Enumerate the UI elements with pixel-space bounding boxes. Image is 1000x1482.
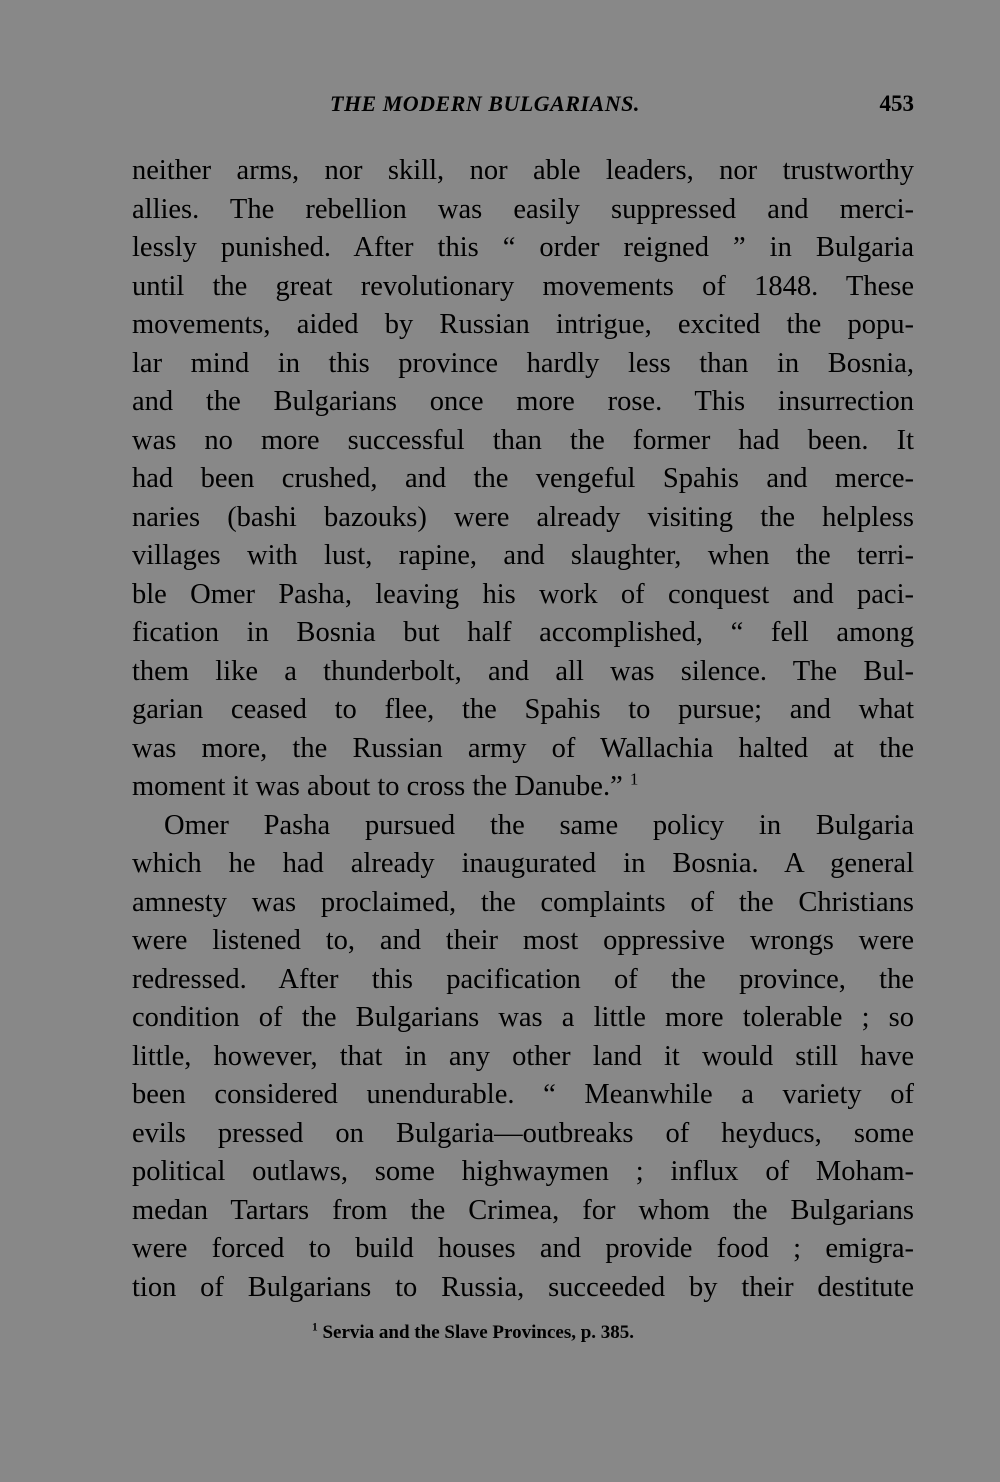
text-line: and the Bulgarians once more rose. This insurrection (132, 386, 914, 417)
text-line: fication in Bosnia but half accomplished, “ fell among (132, 617, 914, 648)
footnote (312, 1318, 634, 1348)
paragraph-end-line (132, 768, 914, 807)
text-line: were listened to, and their most oppressive wrongs were (132, 925, 914, 956)
text-line: villages with lust, rapine, and slaughter, when the terri- (132, 540, 914, 571)
text-line: was no more successful than the former had been. It (132, 424, 914, 456)
page-number: 453 (879, 91, 914, 116)
text-line: redressed. After this pacification of the province, the (132, 963, 914, 995)
running-title: THE MODERN BULGARIANS. (330, 91, 640, 116)
text-line: lar mind in this province hardly less than in Bosnia, (132, 347, 914, 379)
body-text (132, 152, 914, 1307)
text-line: medan Tartars from the Crimea, for whom the Bulgarians (132, 1194, 914, 1226)
running-head (130, 86, 914, 122)
text-line: Omer Pasha pursued the same policy in Bulgaria (164, 809, 914, 841)
footnote-text: Servia and the Slave Provinces, p. 385. (322, 1322, 635, 1343)
text-line: condition of the Bulgarians was a little more tolerable ; so (132, 1002, 914, 1033)
text-line: until the great revolutionary movements of 1848. These (132, 270, 914, 302)
text-line: had been crushed, and the vengeful Spahis and merce- (132, 463, 914, 494)
text-line: ble Omer Pasha, leaving his work of conquest and paci- (132, 578, 914, 610)
text-line: political outlaws, some highwaymen ; influx of Moham- (132, 1156, 914, 1187)
text-line: moment it was about to cross the Danube.” (132, 771, 623, 802)
text-line: them like a thunderbolt, and all was silence. The Bul- (132, 655, 914, 687)
text-line: little, however, that in any other land it would still have (132, 1040, 914, 1072)
text-line: evils pressed on Bulgaria—outbreaks of heyducs, some (132, 1117, 914, 1149)
text-line: amnesty was proclaimed, the complaints of the Christians (132, 886, 914, 918)
footnote-marker: 1 (312, 1321, 318, 1334)
text-line: tion of Bulgarians to Russia, succeeded by their destitute (132, 1271, 914, 1303)
text-line: neither arms, nor skill, nor able leaders, nor trustworthy (132, 155, 914, 186)
text-line: garian ceased to flee, the Spahis to pursue; and what (132, 694, 914, 725)
text-line: which he had already inaugurated in Bosnia. A general (132, 848, 914, 879)
text-line: naries (bashi bazouks) were already visiting the helpless (132, 501, 914, 533)
text-line: allies. The rebellion was easily suppressed and merci- (132, 193, 914, 225)
text-line: movements, aided by Russian intrigue, excited the popu- (132, 309, 914, 340)
text-line: lessly punished. After this “ order reigned ” in Bulgaria (132, 232, 914, 263)
text-line: were forced to build houses and provide food ; emigra- (132, 1233, 914, 1264)
footnote-reference: 1 (629, 769, 639, 789)
text-line: been considered unendurable. “ Meanwhile a variety of (132, 1079, 914, 1110)
text-line: was more, the Russian army of Wallachia halted at the (132, 732, 914, 764)
